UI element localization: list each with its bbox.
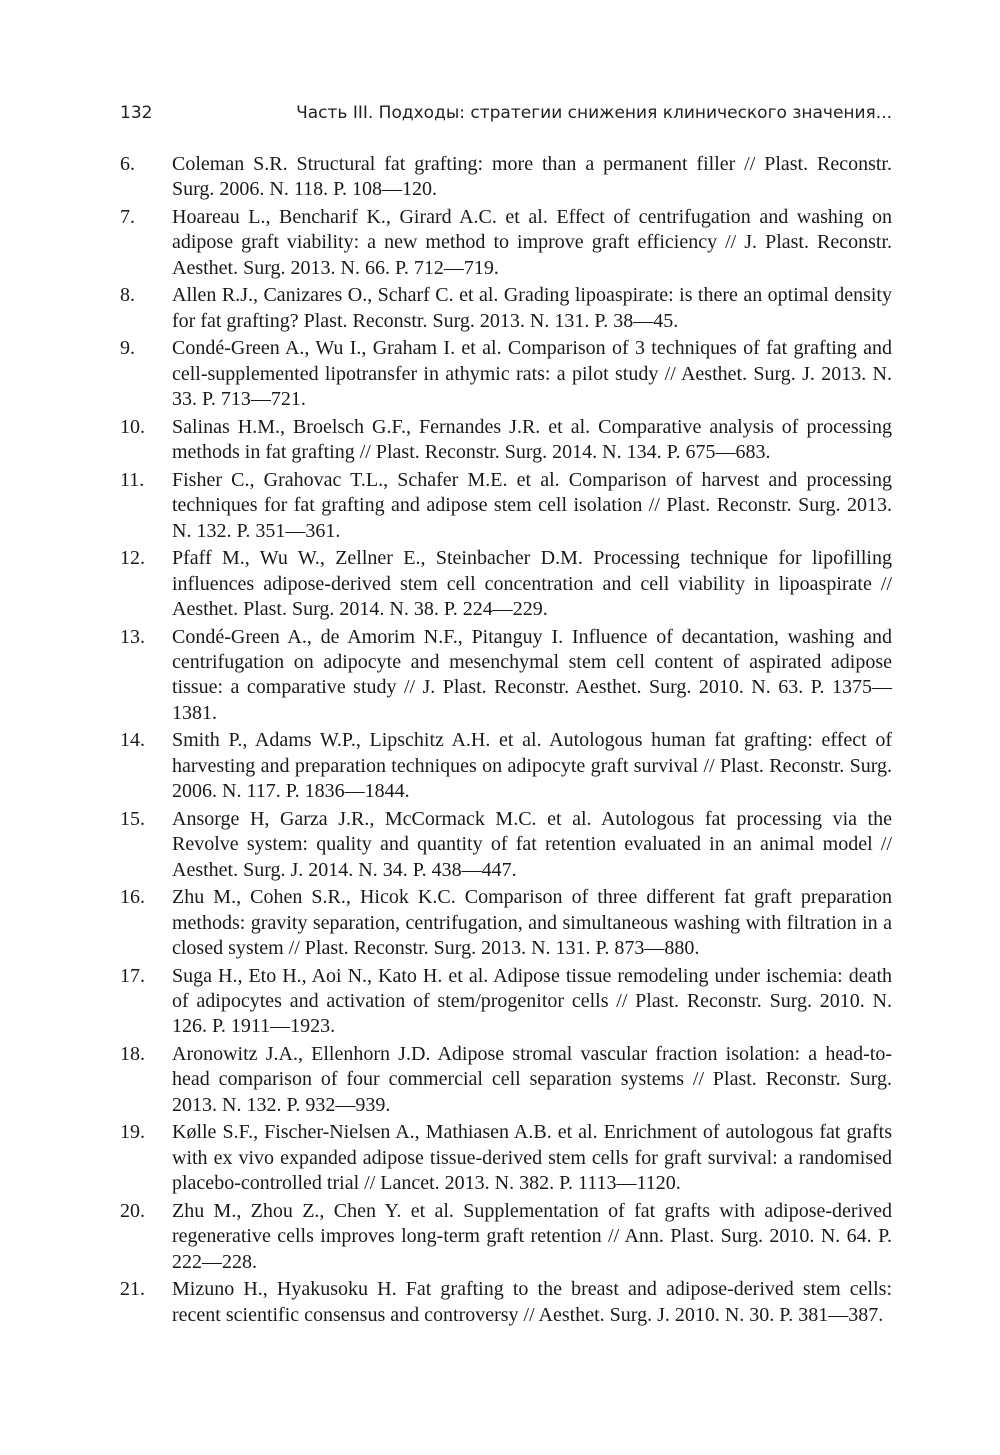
reference-number: 14. — [120, 729, 145, 752]
chapter-title: Часть III. Подходы: стратегии снижения клинического значения... — [296, 103, 892, 123]
reference-number: 10. — [120, 415, 145, 438]
running-header — [120, 103, 892, 131]
reference-text: Hoareau L., Bencharif K., Girard A.C. et al. Effect of centrifugation and washing on adipose graft viability: a new method to improve graft efficiency // J. Plast. Reconstr. Aesthet. Surg. 2013. N. 66. P. 712—719. — [172, 206, 892, 279]
reference-item — [120, 336, 892, 412]
reference-item — [120, 546, 892, 622]
reference-number: 18. — [120, 1043, 145, 1066]
reference-item — [120, 728, 892, 804]
reference-text: Fisher C., Grahovac T.L., Schafer M.E. et al. Comparison of harvest and processing techniques for fat grafting and adipose stem cell isolation // Plast. Reconstr. Surg. 2013. N. 132. P. 351—361. — [172, 468, 892, 542]
reference-text: Allen R.J., Canizares O., Scharf C. et al. Grading lipoaspirate: is there an optimal density for fat grafting? Plast. Reconstr. Surg. 2013. N. 131. P. 38—45. — [172, 284, 892, 332]
page-number: 132 — [120, 103, 153, 123]
reference-number: 11. — [120, 468, 145, 491]
reference-number: 6. — [120, 153, 135, 175]
reference-text: Coleman S.R. Structural fat grafting: more than a permanent filler // Plast. Reconstr. Surg. 2006. N. 118. P. 108—120. — [172, 153, 892, 201]
reference-text: Pfaff M., Wu W., Zellner E., Steinbacher D.M. Processing technique for lipofilling influences adipose-derived stem cell concentration and cell viability in lipoaspirate // Aesthet. Plast. Surg. 2014. N. 38. P. 224—229. — [172, 547, 892, 621]
reference-item — [120, 625, 892, 727]
reference-number: 20. — [120, 1199, 145, 1222]
reference-text: Suga H., Eto H., Aoi N., Kato H. et al. Adipose tissue remodeling under ischemia: death of adipocytes and activation of stem/progenitor cells // Plast. Reconstr. Surg. 2010. N. 126. P. 1911—1923. — [172, 964, 892, 1038]
reference-item — [120, 885, 892, 961]
reference-text: Zhu M., Cohen S.R., Hicok K.C. Comparison of three different fat graft preparation methods: gravity separation, centrifugation, and simultaneous washing with filtration in a closed system // Plast. Reconstr. Surg. 2013. N. 131. P. 873—880. — [172, 886, 892, 960]
reference-item — [120, 1042, 892, 1118]
reference-text: Ansorge H, Garza J.R., McCormack M.C. et al. Autologous fat processing via the Revolve system: quality and quantity of fat retention evaluated in an animal model // Aesthet. Surg. J. 2014. N. 34. P. 438—447. — [172, 807, 892, 881]
reference-number: 7. — [120, 206, 135, 228]
reference-text: Kølle S.F., Fischer-Nielsen A., Mathiasen A.B. et al. Enrichment of autologous fat grafts with ex vivo expanded adipose tissue-derived stem cells for graft survival: a randomised placebo-controlled trial // Lancet. 2013. N. 382. P. 1113—1120. — [172, 1121, 892, 1195]
reference-item — [120, 1120, 892, 1196]
reference-text: Condé-Green A., Wu I., Graham I. et al. Comparison of 3 techniques of fat grafting and cell-supplemented lipotransfer in athymic rats: a pilot study // Aesthet. Surg. J. 2013. N. 33. P. 713—721. — [172, 337, 892, 411]
reference-item — [120, 468, 892, 544]
reference-item — [120, 205, 892, 281]
reference-text: Mizuno H., Hyakusoku H. Fat grafting to the breast and adipose-derived stem cells: recent scientific consensus and controversy // Aesthet. Surg. J. 2010. N. 30. P. 381—387. — [172, 1278, 892, 1326]
reference-number: 19. — [120, 1121, 145, 1144]
reference-number: 21. — [120, 1278, 145, 1301]
reference-text: Zhu M., Zhou Z., Chen Y. et al. Supplementation of fat grafts with adipose-derived regenerative cells improves long-term graft retention // Ann. Plast. Surg. 2010. N. 64. P. 222—228. — [172, 1199, 892, 1273]
reference-number: 17. — [120, 964, 145, 987]
reference-text: Aronowitz J.A., Ellenhorn J.D. Adipose stromal vascular fraction isolation: a head-to-head comparison of four commercial cell separation systems // Plast. Reconstr. Surg. 2013. N. 132. P. 932—939. — [172, 1043, 892, 1116]
reference-text: Condé-Green A., de Amorim N.F., Pitanguy I. Influence of decantation, washing and centrifugation on adipocyte and mesenchymal stem cell content of aspirated adipose tissue: a comparative study // J. Plast. Reconstr. Aesthet. Surg. 2010. N. 63. P. 1375—1381. — [172, 625, 892, 724]
reference-text: Smith P., Adams W.P., Lipschitz A.H. et al. Autologous human fat grafting: effect of harvesting and preparation techniques on adipocyte graft survival // Plast. Reconstr. Surg. 2006. N. 117. P. 1836—1844. — [172, 729, 892, 803]
reference-item — [120, 152, 892, 203]
reference-number: 16. — [120, 886, 145, 909]
reference-text: Salinas H.M., Broelsch G.F., Fernandes J.R. et al. Comparative analysis of processing methods in fat grafting // Plast. Reconstr. Surg. 2014. N. 134. P. 675—683. — [172, 415, 892, 464]
reference-number: 8. — [120, 284, 135, 307]
reference-item — [120, 1277, 892, 1328]
reference-item — [120, 415, 892, 466]
reference-item — [120, 807, 892, 883]
reference-item — [120, 964, 892, 1040]
reference-list — [120, 152, 892, 1330]
reference-number: 12. — [120, 547, 145, 570]
reference-number: 15. — [120, 807, 145, 830]
reference-number: 9. — [120, 337, 135, 360]
reference-item — [120, 283, 892, 334]
reference-item — [120, 1199, 892, 1275]
reference-number: 13. — [120, 625, 145, 648]
